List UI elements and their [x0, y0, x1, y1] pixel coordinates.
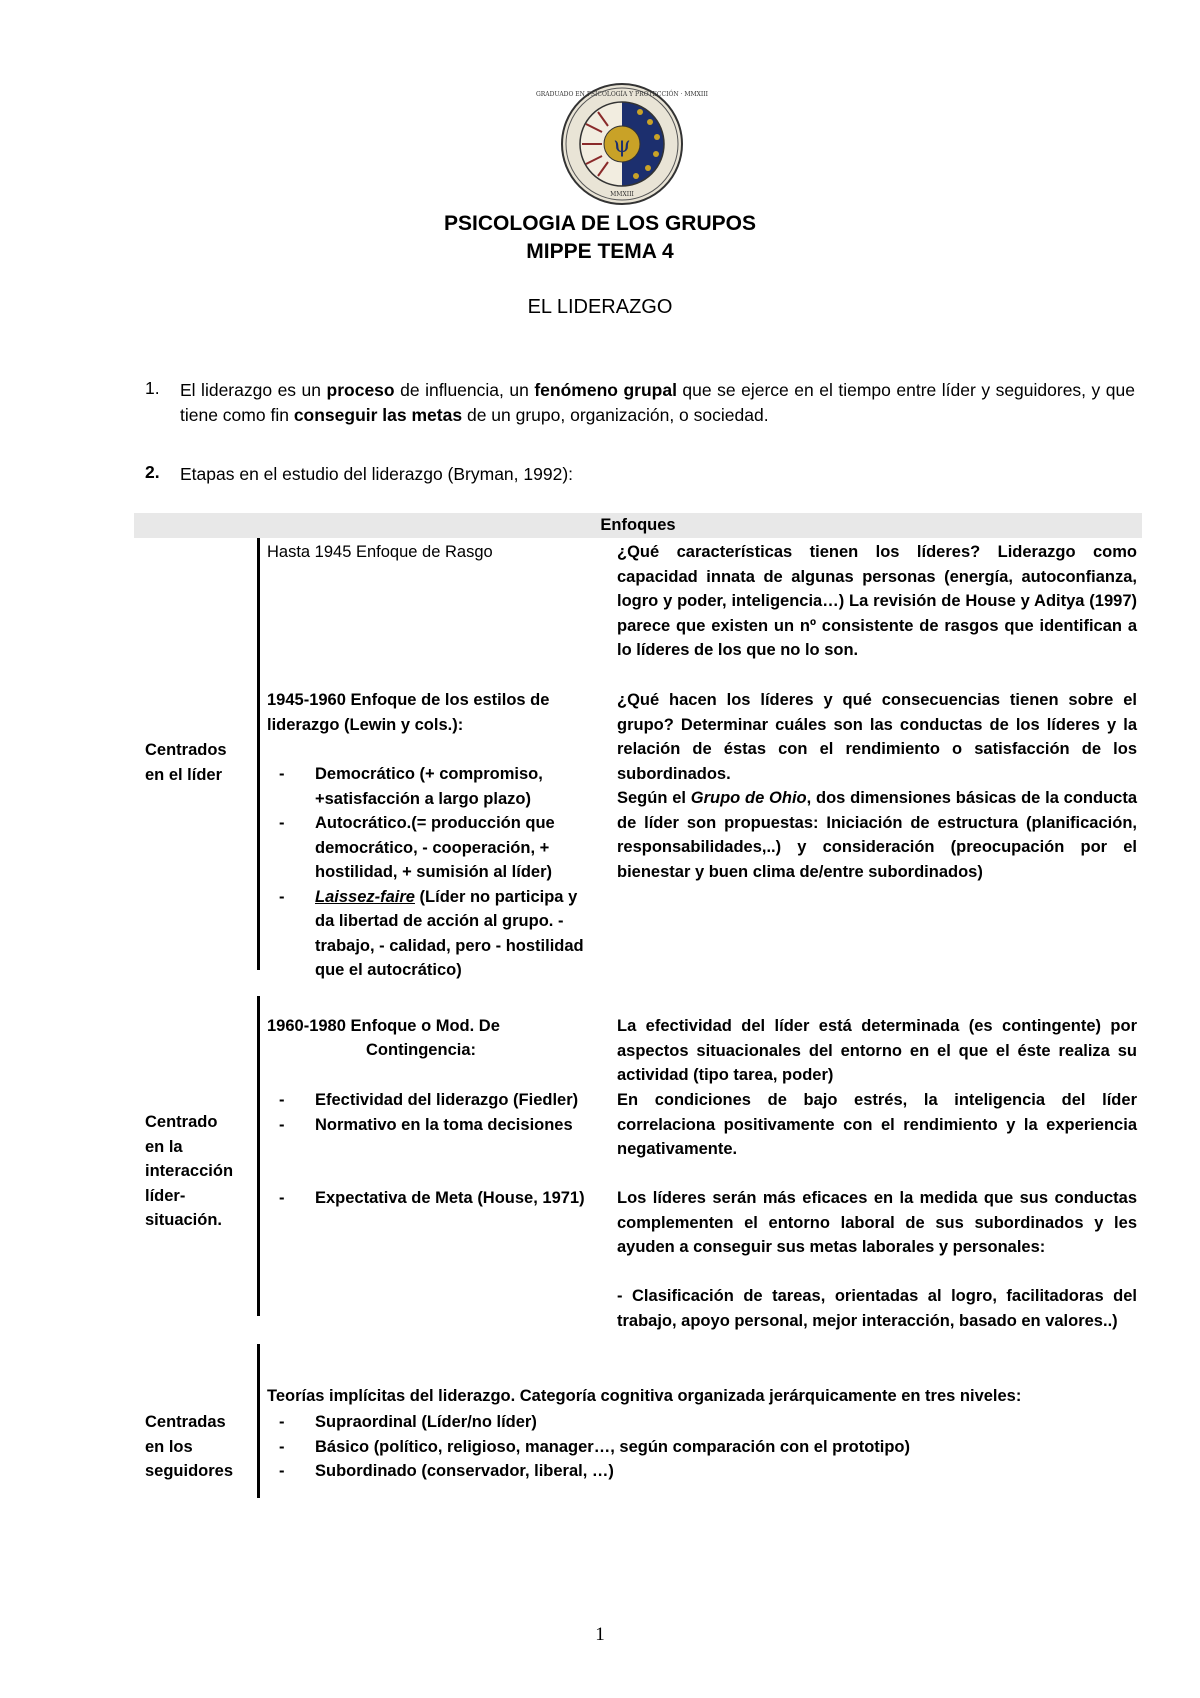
model-list [267, 1088, 607, 1137]
bold-term: proceso [326, 380, 395, 400]
column-divider [257, 1344, 260, 1498]
list-item [267, 885, 597, 983]
svg-text:ψ: ψ [613, 133, 631, 158]
document-subtitle-code: MIPPE TEMA 4 [526, 240, 674, 263]
page-number: 1 [595, 1624, 605, 1645]
approach-description: La efectividad del líder está determinada (es contingente) por aspectos situacionales del entorno en el que el éste realiza su actividad (tipo tarea, poder) [617, 1017, 1137, 1084]
bold-term: conseguir las metas [293, 405, 463, 425]
list-item: - Democrático (+ compromiso, +satisfacción a largo plazo) [267, 762, 597, 811]
description-paragraph: Según el Grupo de Ohio, dos dimensiones básicas de la conducta de líder son propuestas: Iniciación de estructura (planificación, responsabilidades,..) y consideración (preocupación por el bienestar y buen clima de/entre subordinados) [617, 789, 1137, 881]
point-number: 2. [145, 462, 160, 482]
list-item: - Normativo en la toma decisiones [267, 1113, 607, 1138]
laissez-faire-text: (Líder no participa y da libertad de acción al grupo. - trabajo, - calidad, pero - hostilidad que el autocrático) [315, 887, 584, 979]
column-divider [257, 538, 260, 970]
text-fragment: de influencia, un [394, 380, 535, 400]
seal-text: GRADUADO EN PSICOLOGÍA Y PROTECCIÓN · MMXIII [535, 91, 709, 98]
style-list [267, 762, 597, 983]
list-item: - Efectividad del liderazgo (Fiedler) [267, 1088, 607, 1113]
level-list [267, 1410, 1137, 1484]
list-item: - Autocrático.(= producción que democrático, - cooperación, + hostilidad, + sumisión al líder) [267, 811, 597, 885]
svg-text:MMXIII: MMXIII [610, 191, 634, 198]
model-list [267, 1186, 587, 1211]
text-fragment: El liderazgo es un [180, 380, 327, 400]
table-header: Enfoques [600, 516, 676, 534]
document-title: PSICOLOGIA DE LOS GRUPOS [444, 212, 756, 235]
list-item: - Básico (político, religioso, manager…, según comparación con el prototipo) [267, 1435, 1137, 1460]
text-fragment: de un grupo, organización, o sociedad. [462, 405, 769, 425]
approach-description [617, 688, 1137, 884]
ohio-group-term: Grupo de Ohio [690, 789, 807, 807]
approach-description: En condiciones de bajo estrés, la inteligencia del líder correlaciona positivamente con el rendimiento y la experiencia negativamente. [617, 1091, 1137, 1158]
university-seal-logo [535, 82, 709, 206]
approach-description: ¿Qué características tienen los líderes? Liderazgo como capacidad innata de algunas personas (energía, autoconfianza, logro y poder, inteligencia…) La revisión de House y Aditya (1997) parece que existen un nº consistente de rasgos que identifican a lo líderes de los que no lo son. [617, 543, 1137, 659]
approach-description: - Clasificación de tareas, orientadas al logro, facilitadoras del trabajo, apoyo personal, mejor interacción, basado en valores..) [617, 1287, 1137, 1330]
section-heading: EL LIDERAZGO [527, 296, 673, 318]
period-title: Hasta 1945 Enfoque de Rasgo [267, 543, 493, 561]
period-title: 1945-1960 Enfoque de los estilos de liderazgo (Lewin y cols.): [267, 691, 550, 734]
list-item: - Expectativa de Meta (House, 1971) [267, 1186, 587, 1211]
point-text [180, 378, 1135, 428]
column-divider [257, 996, 260, 1316]
list-item: - Supraordinal (Líder/no líder) [267, 1410, 1137, 1435]
description-paragraph: ¿Qué hacen los líderes y qué consecuencias tienen sobre el grupo? Determinar cuáles son las conductas de los líderes y la relación de éstas con el rendimiento o satisfacción de los subordinados. [617, 691, 1137, 783]
point-number: 1. [145, 378, 160, 398]
theory-intro: Teorías implícitas del liderazgo. Categoría cognitiva organizada jerárquicamente en tres niveles: [267, 1387, 1022, 1405]
row-label: Centrados en el líder [145, 741, 227, 784]
period-title: 1960-1980 Enfoque o Mod. De [267, 1017, 500, 1035]
row-label: Centrado en la interacción líder-situación. [145, 1113, 234, 1229]
approach-description: Los líderes serán más eficaces en la medida que sus conductas complementen el entorno laboral de sus subordinados y les ayuden a conseguir sus metas laborales y personales: [617, 1189, 1137, 1256]
point-text [180, 462, 1135, 487]
laissez-faire-term: Laissez-faire [315, 887, 415, 906]
period-title: Contingencia: [366, 1041, 476, 1059]
bold-term: fenómeno grupal [534, 380, 677, 400]
list-item: - Subordinado (conservador, liberal, …) [267, 1459, 1137, 1484]
row-label: Centradas en los seguidores [145, 1413, 234, 1480]
text-fragment: que se ejerce en el tiempo entre líder y seguidores, y que tiene como fin [180, 380, 1135, 425]
text-fragment: Etapas en el estudio del liderazgo (Bryman, 1992): [180, 464, 574, 484]
